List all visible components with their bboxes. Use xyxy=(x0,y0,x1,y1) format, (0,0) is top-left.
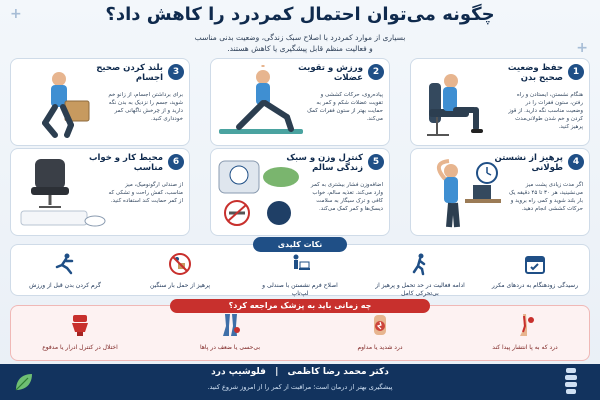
key-tip-item xyxy=(20,252,110,290)
key-tip-label: رسیدگی زودهنگام به دردهای مکرر xyxy=(491,282,579,289)
posture-icon xyxy=(415,65,507,143)
leaf-icon xyxy=(12,370,36,394)
card-number: 1 xyxy=(568,64,584,80)
key-tip-item xyxy=(255,252,345,298)
laptop-icon xyxy=(288,252,312,276)
walking-icon xyxy=(408,252,432,276)
key-tip-item xyxy=(135,252,225,290)
card-title: بلند کردن صحیح اجسام xyxy=(96,63,163,83)
subtitle-line: بسیاری از موارد کمردرد با اصلاح سبک زندگی، وضعیت بدنی مناسب xyxy=(194,33,406,42)
doctor-credit xyxy=(140,367,460,377)
card-title: حفظ وضعیت صحیح بدن xyxy=(507,63,563,83)
warning-sign-label: اختلال در کنترل ادرار یا مدفوع xyxy=(42,344,118,351)
card-title: ورزش و تقویت عضلات xyxy=(298,63,363,83)
tip-card-exercise xyxy=(210,58,390,146)
tip-card-lifting xyxy=(10,58,190,146)
key-tip-label: گرم کردن بدن قبل از ورزش xyxy=(29,282,101,289)
card-title: محیط کار و خواب مناسب xyxy=(88,153,163,173)
warning-sign-item xyxy=(475,312,575,352)
card-number: 2 xyxy=(368,64,384,80)
back-pain-icon xyxy=(367,312,393,338)
plus-decoration-icon: + xyxy=(576,40,588,56)
doctor-name: دکتر محمد رضا کاظمی xyxy=(287,367,389,377)
no-heavy-lift-icon xyxy=(168,252,192,276)
plus-decoration-icon: + xyxy=(10,6,22,22)
card-title: پرهیز از نشستن طولانی xyxy=(494,153,563,173)
card-number: 3 xyxy=(168,64,184,80)
scale-icon xyxy=(215,155,307,233)
card-description: از صندلی ارگونومیک، میز مناسب، کفش راحت و تشکی که از کمر حمایت کند استفاده کنید. xyxy=(108,182,183,204)
card-description: برای برداشتن اجسام، از زانو خم شوید، جسم را نزدیک به بدن نگه دارید و از چرخش ناگهانی کمر خودداری کنید. xyxy=(108,92,183,122)
stretch-icon xyxy=(415,155,507,233)
card-description: پیاده‌روی، حرکات کششی و تقویت عضلات شکم و کمر به حمایت بهتر از ستون فقرات کمک می‌کند. xyxy=(307,92,383,122)
card-number: 6 xyxy=(168,154,184,170)
leg-pain-icon xyxy=(512,312,538,338)
subtitle-line: و فعالیت منظم قابل پیشگیری یا کاهش هستند. xyxy=(227,44,373,53)
lifting-icon xyxy=(15,65,107,143)
see-doctor-heading: چه زمانی باید به پزشک مراجعه کرد؟ xyxy=(170,299,430,313)
calendar-icon xyxy=(523,252,547,276)
page-title: چگونه می‌توان احتمال کمردرد را کاهش داد؟ xyxy=(105,4,495,25)
key-tip-label: پرهیز از حمل بار سنگین xyxy=(149,282,211,289)
tip-card-lifestyle xyxy=(210,148,390,236)
footer-tagline: پیشگیری بهتر از درمان است؛ مراقبت از کمر را از امروز شروع کنید. xyxy=(207,383,393,391)
toilet-icon xyxy=(67,312,93,338)
tip-card-posture xyxy=(410,58,590,146)
warning-sign-label: بی‌حسی یا ضعف در پاها xyxy=(199,344,261,351)
chair-icon xyxy=(15,155,107,233)
spine-icon xyxy=(554,366,588,398)
card-number: 5 xyxy=(368,154,384,170)
key-tip-label: اصلاح فرم نشستن با صندلی و لپ‌تاپ xyxy=(262,282,338,297)
key-tip-item xyxy=(375,252,465,298)
warning-sign-item xyxy=(330,312,430,352)
warning-sign-item xyxy=(30,312,130,352)
card-title: کنترل وزن و سبک زندگی سالم xyxy=(286,153,363,173)
card-description: اضافه‌وزن فشار بیشتری به کمر وارد می‌کند. تغذیه سالم، خواب کافی و ترک سیگار به سلامت دیسک‌ها و کمر کمک می‌کند. xyxy=(310,182,383,212)
tip-card-workplace xyxy=(10,148,190,236)
page-subtitle xyxy=(60,32,540,54)
card-description: اگر مدت زیادی پشت میز می‌نشینید، هر ۳۰ تا ۴۵ دقیقه یک بار بلند شوید و کمی راه بروید و حرکات کششی انجام دهید. xyxy=(508,182,583,212)
doctor-role: فلوشیپ درد xyxy=(211,367,266,377)
key-tips-heading: نکات کلیدی xyxy=(253,237,347,252)
numbness-icon xyxy=(217,312,243,338)
warning-sign-label: درد که به پا انتشار پیدا کند xyxy=(492,344,558,351)
warning-sign-label: درد شدید یا مداوم xyxy=(357,344,403,351)
card-description: هنگام نشستن، ایستادن و راه رفتن، ستون فقرات را در وضعیت مناسب نگه دارید. از قوز کردن و خم شدن طولانی‌مدت پرهیز کنید. xyxy=(508,92,583,130)
key-tip-item xyxy=(490,252,580,290)
card-number: 4 xyxy=(568,154,584,170)
warmup-icon xyxy=(53,252,77,276)
key-tip-label: ادامه فعالیت در حد تحمل و پرهیز از بی‌تحرکی کامل xyxy=(375,282,465,297)
exercise-icon xyxy=(215,65,307,143)
warning-sign-item xyxy=(180,312,280,352)
footer-separator: | xyxy=(275,367,279,377)
tip-card-sitting xyxy=(410,148,590,236)
